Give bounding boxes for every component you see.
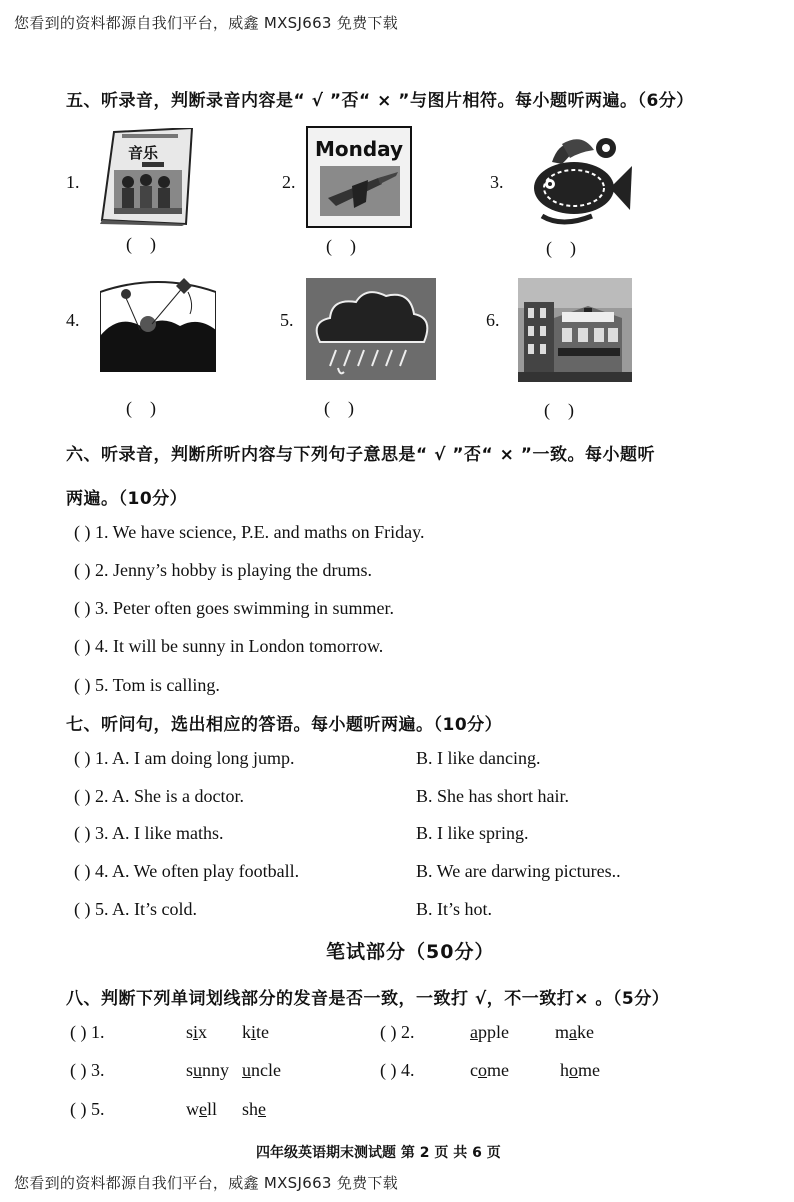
s5-item4-num: 4. [66,310,80,330]
s8-item5-label: ( ) 5. [70,1099,105,1119]
s7-item3-a: ( ) 3. A. I like maths. [74,823,224,843]
s8-item1-word2: kite [242,1022,270,1042]
hospital-building-icon [518,278,632,382]
s5-item2-paren[interactable]: ( ) [326,236,356,256]
written-part-title: 笔试部分（50分） [326,941,495,963]
s8-item2-label: ( ) 2. [380,1022,415,1042]
s8-item1-word1: six [186,1022,208,1042]
s5-item6-paren[interactable]: ( ) [544,400,574,420]
watermark-top: 您看到的资料都源自我们平台，威鑫 MXSJ663 免费下载 [14,14,399,32]
s8-item5-word1: well [186,1099,218,1119]
s7-item2-b: B. She has short hair. [416,786,569,806]
s6-item4: ( ) 4. It will be sunny in London tomorrow. [74,636,384,656]
kite-flying-icon [100,272,216,372]
s5-item6-num: 6. [486,310,500,330]
s5-item1-num: 1. [66,172,80,192]
rain-cloud-icon [306,278,436,380]
s7-item4-a: ( ) 4. A. We often play football. [74,861,300,881]
section6-title-line1: 六、听录音，判断所听内容与下列句子意思是“ √ ”否“ × ”一致。每小题听 [66,445,655,465]
s5-item1-paren[interactable]: ( ) [126,234,156,254]
s7-item1-a: ( ) 1. A. I am doing long jump. [74,748,295,768]
watermark-bottom: 您看到的资料都源自我们平台，威鑫 MXSJ663 免费下载 [14,1174,399,1192]
s5-item3-paren[interactable]: ( ) [546,238,576,258]
page-footer: 四年级英语期末测试题 第 2 页 共 6 页 [256,1145,501,1161]
s8-item3-word2: uncle [242,1060,281,1080]
s8-item2-word1: apple [470,1022,509,1042]
s8-item4-word1: come [470,1060,509,1080]
monday-calendar-icon [306,126,412,228]
s7-item5-a: ( ) 5. A. It’s cold. [74,899,197,919]
section6-title-line2: 两遍。（10分） [66,489,188,509]
music-book-icon [100,128,196,226]
s5-item5-num: 5. [280,310,294,330]
s5-item5-paren[interactable]: ( ) [324,398,354,418]
s5-item3-num: 3. [490,172,504,192]
s6-item2: ( ) 2. Jenny’s hobby is playing the drums. [74,560,372,580]
fish-papercut-icon [522,132,634,228]
s6-item1: ( ) 1. We have science, P.E. and maths on Friday. [74,522,425,542]
s5-item4-paren[interactable]: ( ) [126,398,156,418]
section7-title: 七、听问句，选出相应的答语。每小题听两遍。（10分） [66,715,503,735]
svg-text:Monday: Monday [314,137,404,161]
s7-item2-a: ( ) 2. A. She is a doctor. [74,786,244,806]
s8-item4-word2: home [560,1060,600,1080]
s8-item5-word2: she [242,1099,267,1119]
s6-item3: ( ) 3. Peter often goes swimming in summer. [74,598,394,618]
s7-item1-b: B. I like dancing. [416,748,541,768]
s8-item3-word1: sunny [186,1060,230,1080]
s7-item3-b: B. I like spring. [416,823,529,843]
svg-text:音乐: 音乐 [128,144,159,162]
s7-item4-b: B. We are darwing pictures.. [416,861,621,881]
s8-item4-label: ( ) 4. [380,1060,415,1080]
s8-item1-label: ( ) 1. [70,1022,105,1042]
s6-item5: ( ) 5. Tom is calling. [74,675,220,695]
s8-item3-label: ( ) 3. [70,1060,105,1080]
section5-title: 五、听录音，判断录音内容是“ √ ”否“ × ”与图片相符。每小题听两遍。（6分） [66,91,694,111]
section8-title: 八、判断下列单词划线部分的发音是否一致，一致打 √，不一致打× 。（5分） [66,989,670,1009]
s5-item2-num: 2. [282,172,296,192]
s8-item2-word2: make [555,1022,595,1042]
s7-item5-b: B. It’s hot. [416,899,493,919]
